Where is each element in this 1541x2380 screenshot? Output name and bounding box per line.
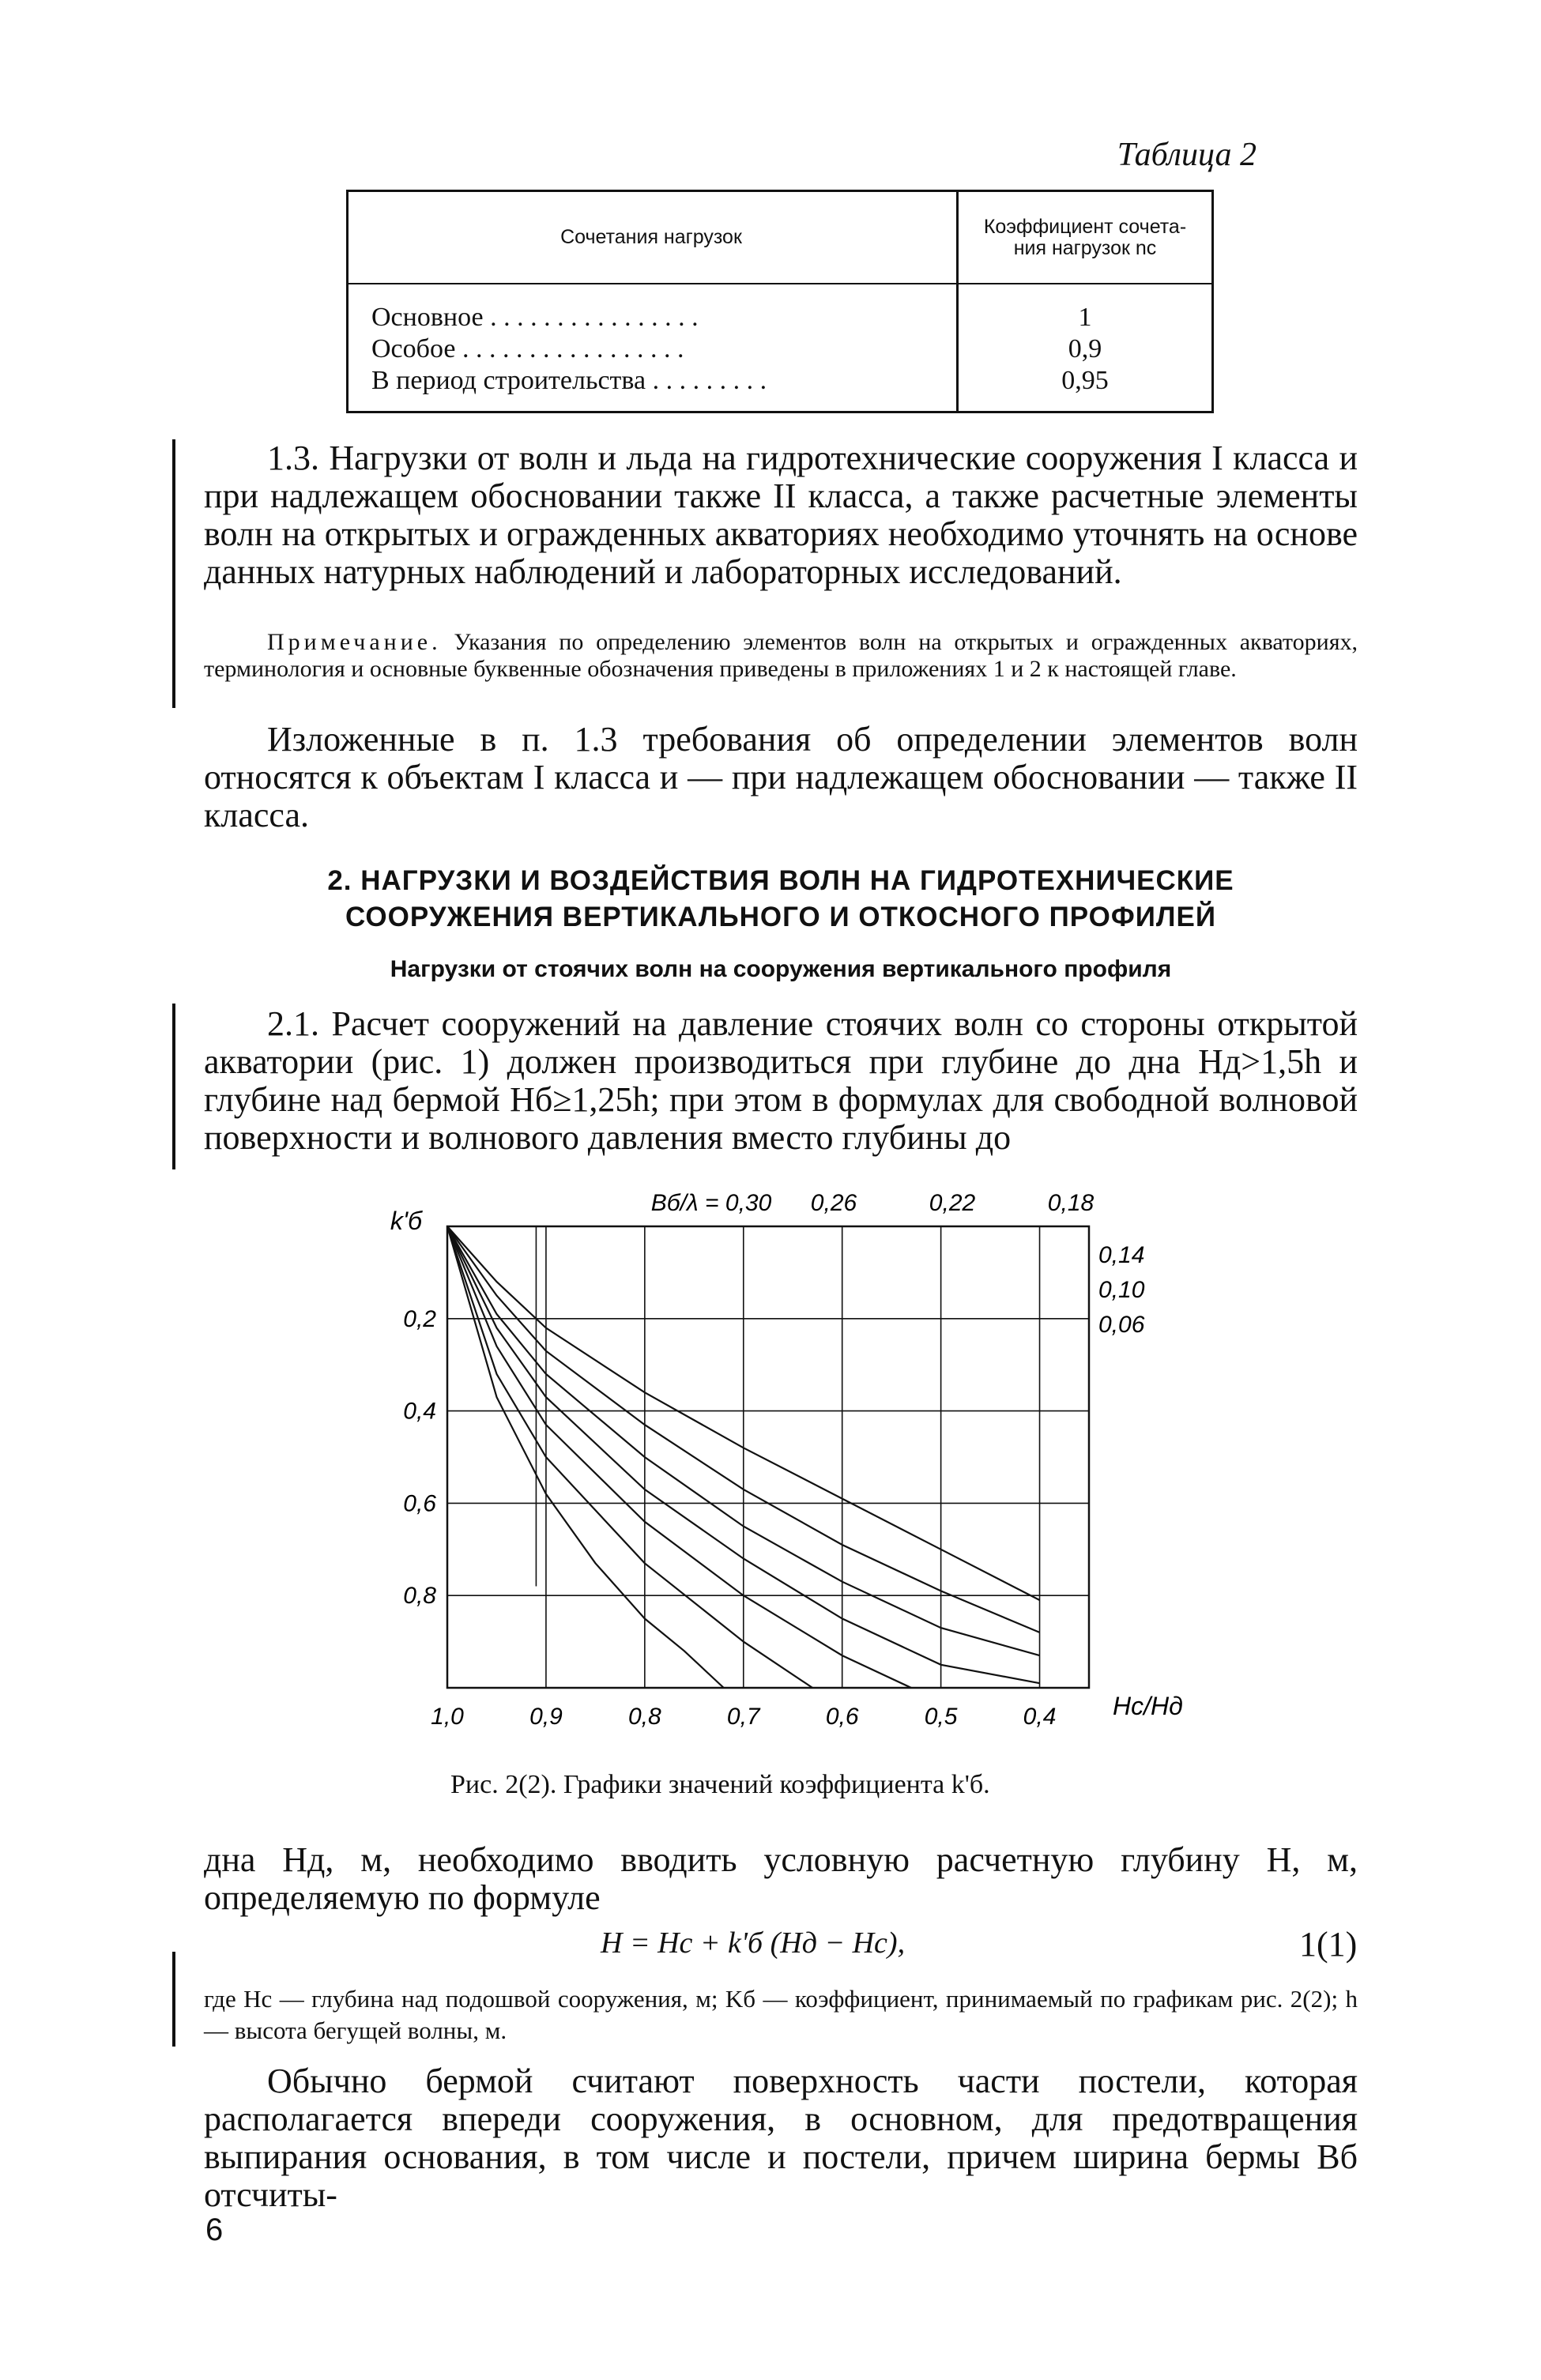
page-number: 6 bbox=[205, 2212, 224, 2247]
paragraph-1-3: 1.3. Нагрузки от волн и льда на гидротехнические сооружения I класса и при надлежащем обосновании также II класса, а также расчетные элементы волн на открытых и огражденных акваториях необходимо уточнять на основе данных натурных наблюдений и лабораторных исследований. bbox=[204, 439, 1358, 591]
series-label: 0,18 bbox=[1047, 1190, 1095, 1216]
table-header-combination: Сочетания нагрузок bbox=[346, 193, 956, 284]
x-tick-label: 0,6 bbox=[825, 1704, 859, 1730]
x-tick-label: 1,0 bbox=[431, 1704, 464, 1730]
x-tick-label: 0,9 bbox=[529, 1704, 563, 1730]
y-tick-label: 0,2 bbox=[403, 1305, 436, 1332]
series-label: Bб/λ = 0,30 bbox=[650, 1190, 772, 1216]
table-caption: Таблица 2 bbox=[1117, 137, 1257, 173]
formula: H = Hс + k'б (Hд − Hс), bbox=[601, 1926, 906, 1960]
y-tick-label: 0,4 bbox=[403, 1398, 436, 1425]
series-label: 0,06 bbox=[1098, 1312, 1145, 1338]
y-axis-label: k'б bbox=[390, 1207, 422, 1235]
formula-number: 1(1) bbox=[1299, 1925, 1358, 1964]
chart-grid bbox=[447, 1226, 1089, 1688]
series-label: 0,22 bbox=[929, 1190, 976, 1216]
chart-labels bbox=[390, 1190, 1183, 1730]
chart-frame bbox=[447, 1226, 1089, 1688]
x-axis-label: Hс/Hд bbox=[1113, 1692, 1183, 1720]
paragraph-berm: Обычно бермой считают поверхность части постели, которая располагается впереди сооружения, в основном, для предотвращения выпирания основания, в том числе и постели, причем ширина бермы Bб отсчиты- bbox=[204, 2062, 1358, 2214]
table-cell-value: 0,95 bbox=[1061, 366, 1109, 395]
subsection-heading: Нагрузки от стоячих волн на сооружения вертикального профиля bbox=[390, 956, 1172, 982]
paragraph-depth-continuation: дна Hд, м, необходимо вводить условную расчетную глубину H, м, определяемую по формуле bbox=[204, 1840, 1358, 1917]
x-tick-label: 0,7 bbox=[726, 1704, 760, 1730]
table-cell-name: Основное . . . . . . . . . . . . . . . . bbox=[371, 303, 699, 332]
series-label: 0,14 bbox=[1098, 1242, 1145, 1268]
table-cell-name: В период строительства . . . . . . . . . bbox=[371, 366, 767, 395]
y-tick-label: 0,8 bbox=[403, 1583, 436, 1610]
figure-caption: Рис. 2(2). Графики значений коэффициента k'б. bbox=[450, 1770, 990, 1799]
series-curve bbox=[447, 1226, 812, 1688]
paragraph-2-1: 2.1. Расчет сооружений на давление стоячих волн со стороны открытой акватории (рис. 1) должен производиться при глубине до дна Hд>1,5h и глубине над бермой Hб≥1,25h; при этом в формулах для свободной волновой поверхности и волнового давления вместо глубины до bbox=[204, 1004, 1358, 1157]
y-tick-label: 0,6 bbox=[403, 1490, 436, 1517]
series-label: 0,26 bbox=[810, 1190, 857, 1216]
formula-explanation: где Hс — глубина над подошвой сооружения, м; Kб — коэффициент, принимаемый по графикам рис. 2(2); h — высота бегущей волны, м. bbox=[204, 1985, 1358, 2044]
note-text: Указания по определению элементов волн на открытых и огражденных акваториях, терминология и основные буквенные обозначения приведены в приложениях 1 и 2 к настоящей главе. bbox=[204, 629, 1358, 682]
table-header-coefficient: Коэффициент сочета-ния нагрузок nс bbox=[956, 193, 1214, 284]
section-heading-line-2: СООРУЖЕНИЯ ВЕРТИКАЛЬНОГО И ОТКОСНОГО ПРОФИЛЕЙ bbox=[345, 902, 1216, 932]
section-heading-line-1: 2. НАГРУЗКИ И ВОЗДЕЙСТВИЯ ВОЛН НА ГИДРОТЕХНИЧЕСКИЕ bbox=[327, 865, 1234, 896]
x-tick-label: 0,5 bbox=[924, 1704, 958, 1730]
table-cell-value: 1 bbox=[1078, 303, 1092, 332]
explanation-paragraph: Изложенные в п. 1.3 требования об определении элементов волн относятся к объектам I класса и — при надлежащем обосновании — также II класса. bbox=[204, 720, 1358, 834]
note-label: Примечание. bbox=[267, 629, 442, 655]
x-tick-label: 0,8 bbox=[627, 1704, 661, 1730]
series-curve bbox=[447, 1226, 724, 1688]
table-cell-value: 0,9 bbox=[1068, 334, 1102, 363]
margin-change-bar bbox=[172, 1952, 175, 2047]
series-label: 0,10 bbox=[1098, 1277, 1145, 1303]
x-tick-label: 0,4 bbox=[1023, 1704, 1057, 1730]
table-cell-name: Особое . . . . . . . . . . . . . . . . . bbox=[371, 334, 684, 363]
